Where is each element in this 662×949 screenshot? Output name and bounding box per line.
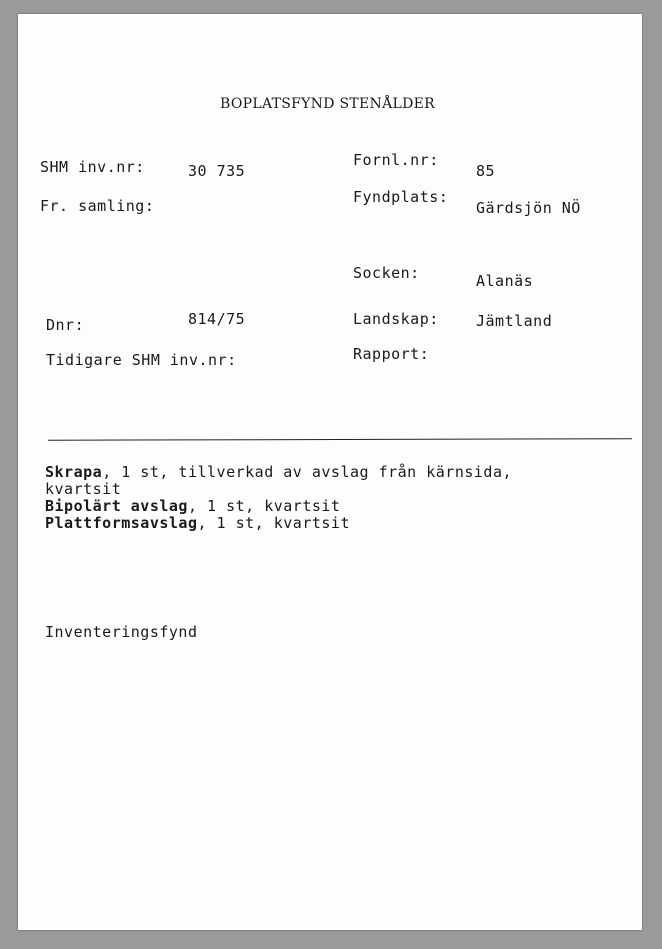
fornl-value: 85 — [476, 162, 496, 180]
fornl-label: Fornl.nr: — [353, 151, 439, 169]
find-desc: , 1 st, kvartsit — [187, 497, 341, 515]
note-text: Inventeringsfynd — [45, 623, 198, 641]
card-title: BOPLATSFYND STENÅLDER — [220, 96, 435, 112]
fyndplats-value: Gärdsjön NÖ — [476, 199, 581, 217]
find-name: Skrapa — [45, 463, 103, 481]
finds-list — [45, 464, 512, 532]
socken-value: Alanäs — [476, 272, 534, 290]
landskap-value: Jämtland — [476, 312, 553, 330]
divider-line — [48, 438, 632, 441]
landskap-label: Landskap: — [353, 310, 439, 328]
find-item — [45, 515, 512, 532]
dnr-label: Dnr: — [46, 316, 85, 334]
find-desc: , 1 st, tillverkad av avslag från kärnsida, — [102, 463, 513, 481]
find-item — [45, 498, 512, 515]
catalog-card — [18, 14, 642, 930]
shm-inv-label: SHM inv.nr: — [40, 158, 145, 176]
dnr-value: 814/75 — [188, 310, 246, 328]
find-name: Plattformsavslag — [45, 514, 198, 532]
find-name: Bipolärt avslag — [45, 497, 188, 515]
fr-samling-label: Fr. samling: — [40, 197, 155, 215]
rapport-label: Rapport: — [353, 345, 430, 363]
find-item — [45, 464, 512, 481]
shm-inv-value: 30 735 — [188, 162, 246, 180]
fyndplats-label: Fyndplats: — [353, 188, 449, 206]
tidigare-shm-label: Tidigare SHM inv.nr: — [46, 351, 237, 369]
find-desc: , 1 st, kvartsit — [197, 514, 350, 532]
find-item-cont: kvartsit — [45, 480, 122, 498]
socken-label: Socken: — [353, 264, 420, 282]
